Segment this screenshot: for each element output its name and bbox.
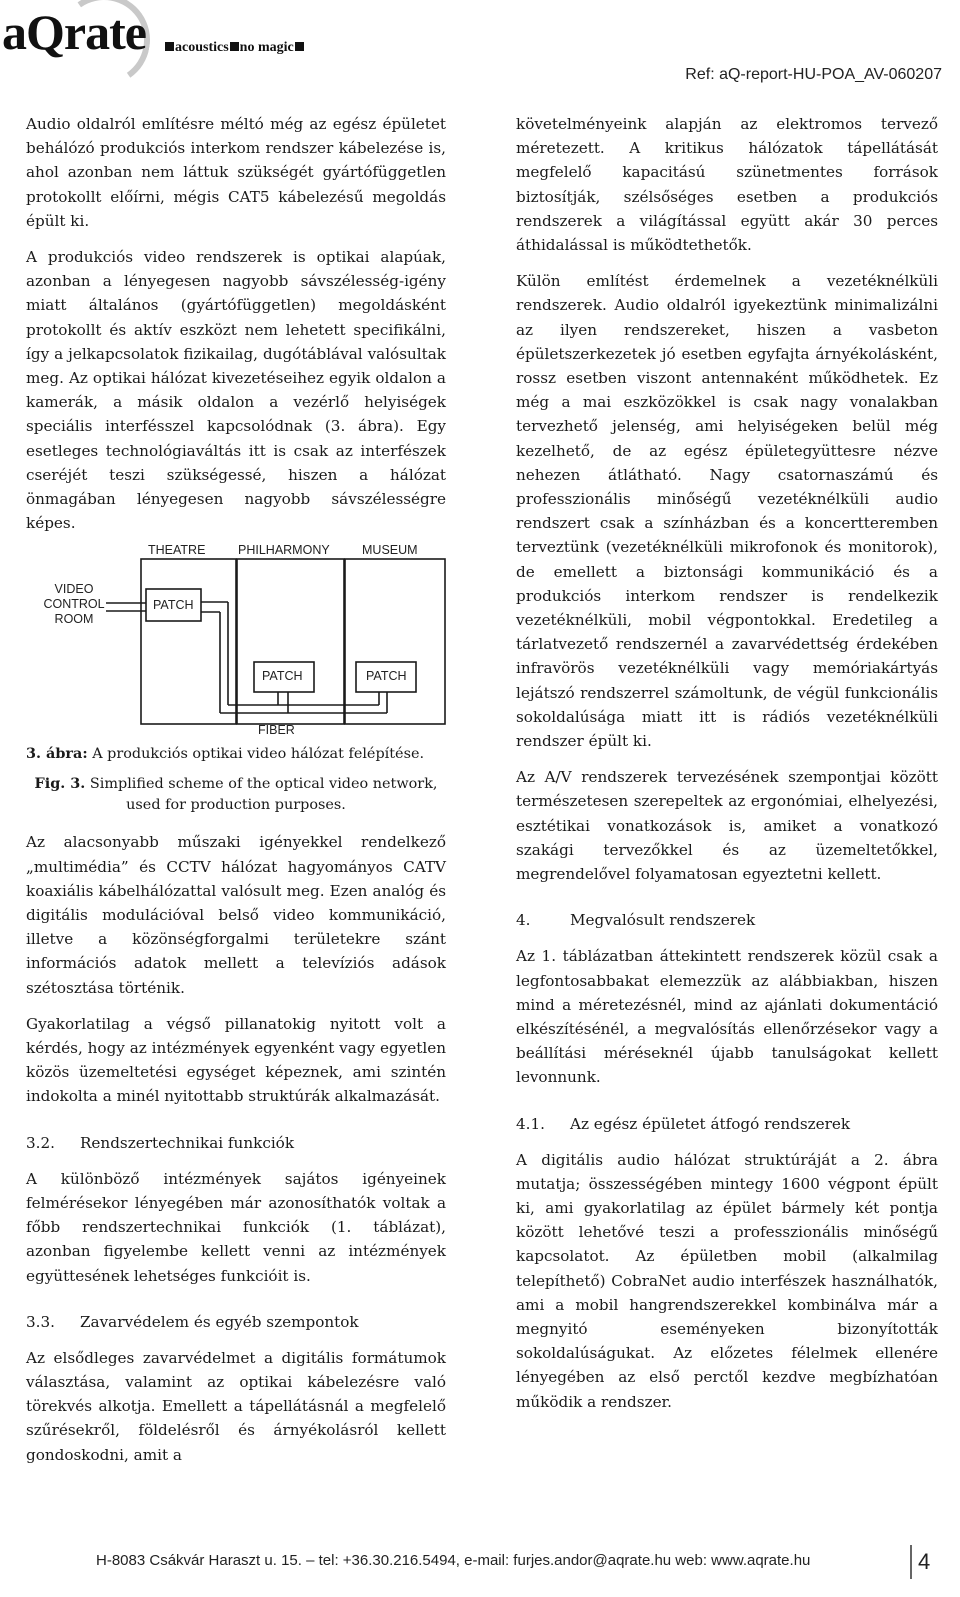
footer-contact: H-8083 Csákvár Haraszt u. 15. – tel: +36.30.216.5494, e-mail: furjes.andor@aqrate.hu web: www.aqrate.hu xyxy=(96,1552,811,1569)
label-philharmony: PHILHARMONY xyxy=(238,543,330,558)
page-footer xyxy=(0,1545,960,1585)
section-heading-4-1: 4.1. Az egész épületet átfogó rendszerek xyxy=(516,1114,851,1133)
paragraph: A digitális audio hálózat struktúráját a 2. ábra mutatja; összességében mintegy 1600 végpont épült ki, ami gyakorlatilag az épület bármely két pontja között lehetővé teszi a professzionális minőségű kapcsolatot. Az épületben mobil (alkalmilag telepíthető) CobraNet audio interfészek használhatók, ami a mobil hangrendszerekkel kombinálva már a megnyitó eseményeken bizonyították sokoldalúságukat. Az előzetes félelmek ellenére lényegében az első perctől kezdve megbízhatóan működik a rendszer. xyxy=(516,1150,938,1411)
label-museum: MUSEUM xyxy=(362,543,418,558)
paragraph: követelményeink alapján az elektromos tervező méretezett. A kritikus hálózatok tápellátását megfelelő kapacitású szünetmentes források biztosítják, szélsőséges esetben a produkciós rendszerek a világítással együtt akár 30 perces áthidalással is működtethetők. xyxy=(516,115,938,255)
museum-box xyxy=(345,559,445,724)
figure-3-diagram xyxy=(26,543,446,738)
paragraph: A különböző intézmények sajátos igényeinek felmérésekor lényegében már azonosíthatók voltak a főbb rendszertechnikai funkciók (1. táblázat), azonban figyelembe kellett venni az intézmények együttesének lehetséges funkcióit is. xyxy=(26,1169,446,1285)
theatre-box xyxy=(141,559,236,724)
paragraph: A produkciós video rendszerek is optikai alapúak, azonban a lényegesen nagyobb sávszélesség-igény miatt általános (gyártófüggetlen) megoldásként protokollt és aktív eszközt nem lehetett specifikálni, így a jelkapcsolatok fizikailag, dugótáblával valósultak meg. Az optikai hálózat kivezetéseihez egyik oldalon a kamerák, a másik oldalon a vezérlő helyiségek speciális interfésszel kapcsolódnak (3. ábra). Egy esetleges technológiaváltás itt is csak az interfészek cseréjét teszi szükségessé, hiszen a hálózat önmagában lényegesen nagyobb sávszélességre képes. xyxy=(26,248,446,533)
logo xyxy=(0,0,360,70)
label-patch-theatre: PATCH xyxy=(153,598,194,613)
paragraph: Az elsődleges zavarvédelmet a digitális formátumok választása, valamint az optikai kábelezésre való törekvés alkotja. Emellett a tápellátásnál a megfelelő szűrésekről, földelésről és árnyékolásról kellett gondoskodni, amit a xyxy=(26,1348,446,1464)
philharmony-box xyxy=(237,559,344,724)
label-patch-philharmony: PATCH xyxy=(262,669,303,684)
paragraph: Az alacsonyabb műszaki igényekkel rendelkező „multimédia” és CCTV hálózat hagyományos CATV koaxiális kábelhálózattal valósult meg. Ezen analóg és digitális modulációval belső video kommunikáció, illetve a közönségforgalmi területekre szánt információs adatok mellett a televíziós adások szétosztása történik. xyxy=(26,833,446,997)
left-column xyxy=(26,112,446,1479)
label-video-control-room: VIDEO CONTROL ROOM xyxy=(43,582,105,627)
figure-caption-en: Fig. 3. Simplified scheme of the optical video network, used for production purposes. xyxy=(34,775,438,814)
label-fiber: FIBER xyxy=(258,723,295,738)
label-theatre: THEATRE xyxy=(148,543,206,558)
paragraph: Az A/V rendszerek tervezésének szempontjai között természetesen szerepeltek az ergonómiai, elhelyezési, esztétikai vonatkozások is, amiket a vonatkozó szakági tervezőkkel és az üzemeltetőkkel, megrendelővel folyamatosan egyeztetni kellett. xyxy=(516,768,938,884)
paragraph: Audio oldalról említésre méltó még az egész épületet behálózó produkciós interkom rendszer kábelezése is, ahol azonban nem láttuk szükségét gyártófüggetlen protokollt előírni, mégis CAT5 kábelezésű megoldás épült ki. xyxy=(26,115,446,230)
section-heading-4: 4. Megvalósult rendszerek xyxy=(516,911,756,930)
paragraph: Gyakorlatilag a végső pillanatokig nyitott volt a kérdés, hogy az intézmények egyenként vagy egyetlen közös üzemeltetési egységet képeznek, ami szintén indokolta a minél nyitottabb struktúrák alkalmazását. xyxy=(26,1014,446,1106)
logo-tagline: acoustics no magic xyxy=(164,40,305,56)
page-number: 4 xyxy=(918,1549,931,1574)
logo-wordmark: aQrate xyxy=(2,4,146,60)
footer-divider xyxy=(910,1545,912,1579)
paragraph: Az 1. táblázatban áttekintett rendszerek közül csak a legfontosabbakat elemezzük az alábbiakban, hiszen mind a méretezésnél, mind az ajánlati dokumentáció elkészítésénél, a megvalósítás ellenőrzésekor vagy a beállítási méréseknél újabb tanulságokat kellett levonnunk. xyxy=(516,947,938,1087)
section-heading-3-2: 3.2. Rendszertechnikai funkciók xyxy=(26,1133,295,1152)
right-column xyxy=(516,112,938,1426)
section-heading-3-3: 3.3. Zavarvédelem és egyéb szempontok xyxy=(26,1312,359,1331)
label-patch-museum: PATCH xyxy=(366,669,407,684)
report-reference: Ref: aQ-report-HU-POA_AV-060207 xyxy=(685,66,942,83)
network-diagram-svg xyxy=(26,547,446,737)
figure-caption-hu: 3. ábra: A produkciós optikai video hálózat felépítése. xyxy=(26,745,425,763)
paragraph: Külön említést érdemelnek a vezetéknélküli rendszerek. Audio oldalról igyekeztünk minimalizálni az ilyen rendszereket, hiszen a vasbeton épületszerkezetek jó esetben egyfajta árnyékolásként, rossz esetben viszont antennaként működhetek. Ez még a mai eszközökkel is csak nagy vonalakban tervezhető jelenség, ami helyiségeken belül még kezelhető, de az egész épületegyüttesre nézve nehezen átlátható. Nagy csatornaszámú és professzionális minőségű vezetéknélküli audio rendszert csak a színházban és a koncertteremben terveztünk (vezetéknélküli mikrofonok és monitorok), de emellett a biztonsági kommunikáció és a produkciós interkom rendszer is rendelkezik vezetéknélküli, mobil végpontokkal. Eredetileg a tárlatvezető rendszernél a zavarvédettség érdekében infravörös vezetéknélküli vagy memóriakártyás lejátszó rendszerrel számoltunk, de végül funkcionális sokoldalúsága miatt itt is rádiós vezetéknélküli rendszer épült ki. xyxy=(516,272,938,751)
